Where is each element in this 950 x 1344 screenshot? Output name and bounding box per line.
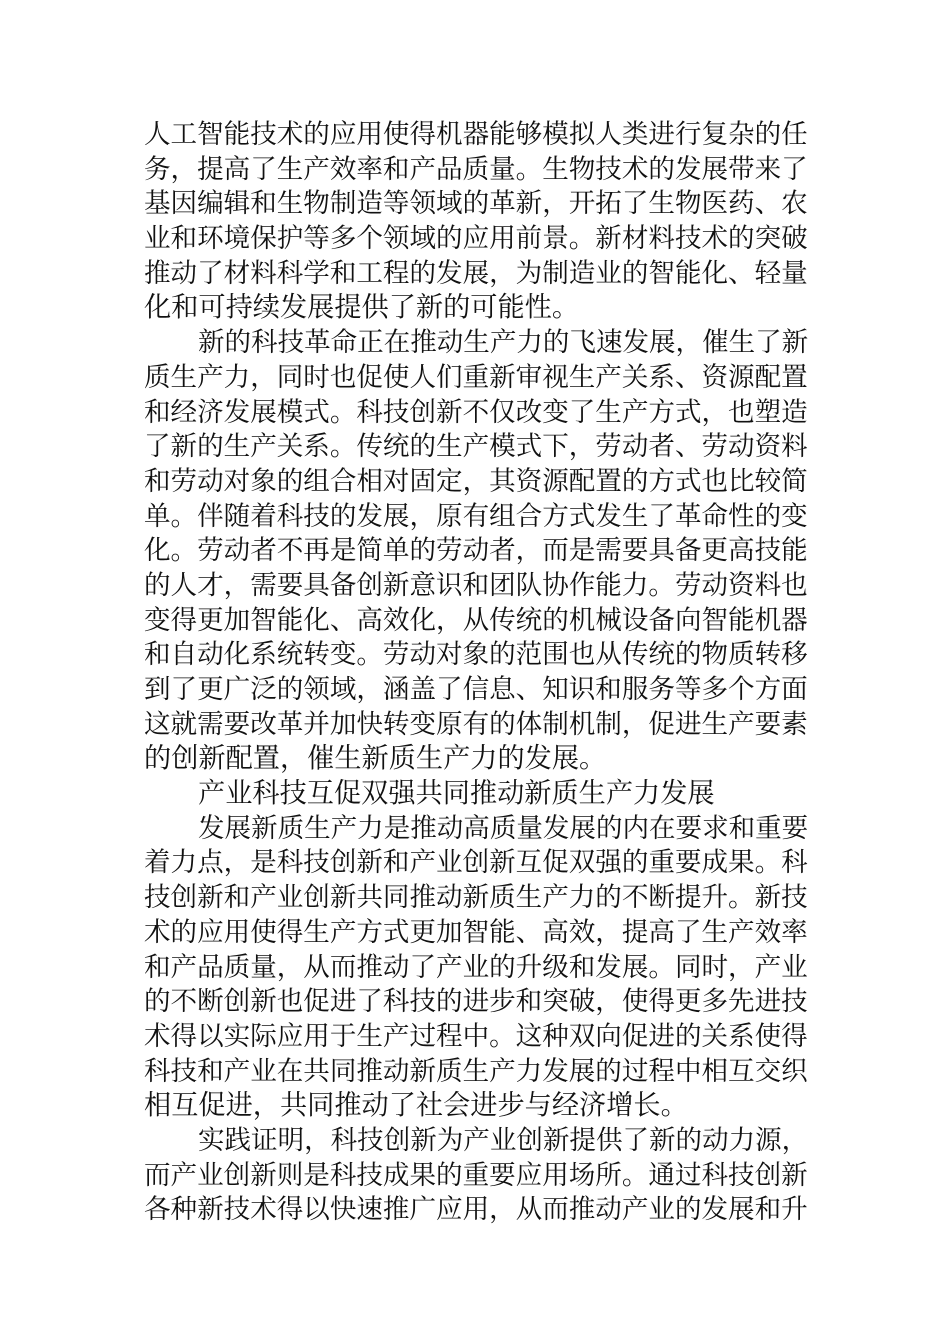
text-line: 的创新配置，催生新质生产力的发展。: [144, 743, 607, 775]
paragraph-first-line: 实践证明，科技创新为产业创新提供了新的动力源，: [198, 1124, 809, 1156]
text-line: 到了更广泛的领域，涵盖了信息、知识和服务等多个方面: [144, 674, 808, 705]
text-line: 科技和产业在共同推动新质生产力发展的过程中相互交织: [144, 1055, 808, 1087]
text-line: 和自动化系统转变。劳动对象的范围也从传统的物质转移: [144, 639, 808, 671]
text-line: 的人才，需要具备创新意识和团队协作能力。劳动资料也: [144, 569, 808, 601]
text-line: 术的应用使得生产方式更加智能、高效，提高了生产效率: [144, 916, 808, 948]
text-line: 的不断创新也促进了科技的进步和突破，使得更多先进技: [144, 986, 808, 1018]
text-line: 技创新和产业创新共同推动新质生产力的不断提升。新技: [144, 882, 808, 914]
text-line: 着力点，是科技创新和产业创新互促双强的重要成果。科: [144, 847, 808, 879]
text-line: 化和可持续发展提供了新的可能性。: [144, 292, 580, 324]
text-line: 各种新技术得以快速推广应用，从而推动产业的发展和升: [144, 1194, 808, 1226]
text-line: 和经济发展模式。科技创新不仅改变了生产方式，也塑造: [144, 396, 808, 428]
text-line: 化。劳动者不再是简单的劳动者，而是需要具备更高技能: [144, 535, 808, 567]
body-text: [144, 118, 808, 1228]
text-line: 人工智能技术的应用使得机器能够模拟人类进行复杂的任: [144, 119, 808, 150]
text-line: 变得更加智能化、高效化，从传统的机械设备向智能机器: [144, 604, 808, 636]
text-line: 了新的生产关系。传统的生产模式下，劳动者、劳动资料: [144, 431, 808, 463]
text-line: 术得以实际应用于生产过程中。这种双向促进的关系使得: [144, 1020, 808, 1052]
text-line: 相互促进，共同推动了社会进步与经济增长。: [144, 1090, 688, 1122]
paragraph-first-line: 新的科技革命正在推动生产力的飞速发展，催生了新: [198, 327, 809, 359]
text-line: 务，提高了生产效率和产品质量。生物技术的发展带来了: [144, 153, 808, 185]
text-line: 和产品质量，从而推动了产业的升级和发展。同时，产业: [144, 951, 808, 983]
paragraph-first-line: 产业科技互促双强共同推动新质生产力发展: [198, 778, 715, 810]
text-line: 和劳动对象的组合相对固定，其资源配置的方式也比较简: [144, 465, 808, 497]
text-line: 基因编辑和生物制造等领域的革新，开拓了生物医药、农: [144, 188, 808, 220]
text-line: 单。伴随着科技的发展，原有组合方式发生了革命性的变: [144, 500, 808, 532]
paragraph-first-line: 发展新质生产力是推动高质量发展的内在要求和重要: [198, 812, 809, 844]
text-line: 而产业创新则是科技成果的重要应用场所。通过科技创新: [144, 1159, 808, 1191]
text-line: 业和环境保护等多个领域的应用前景。新材料技术的突破: [144, 223, 808, 255]
text-line: 推动了材料科学和工程的发展，为制造业的智能化、轻量: [144, 257, 808, 289]
text-line: 这就需要改革并加快转变原有的体制机制，促进生产要素: [144, 708, 808, 740]
text-line: 质生产力，同时也促使人们重新审视生产关系、资源配置: [144, 361, 808, 393]
